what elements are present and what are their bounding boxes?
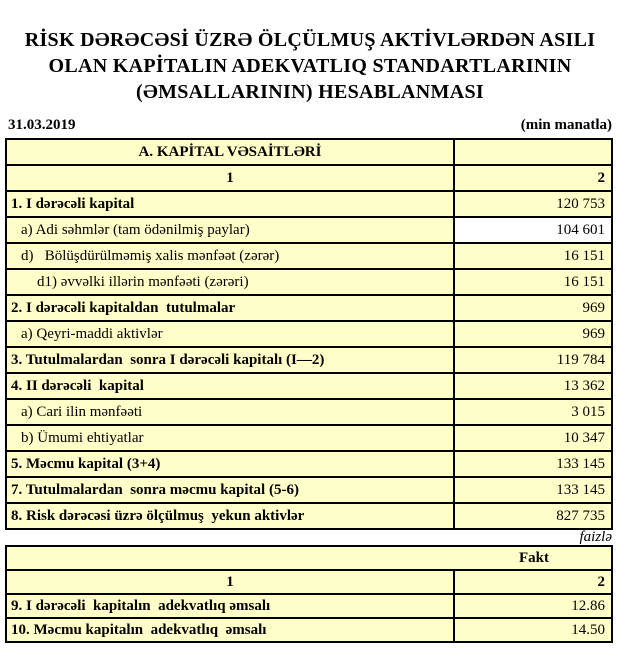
row-label: 7. Tutulmalardan sonra məcmu kapital (5-6) bbox=[7, 478, 455, 502]
table-row bbox=[7, 322, 611, 348]
page-title bbox=[0, 27, 620, 105]
row-value: 969 bbox=[582, 300, 605, 316]
table-row bbox=[7, 452, 611, 478]
fact-header: Fakt bbox=[519, 550, 549, 566]
row-value: 120 753 bbox=[556, 196, 605, 212]
fact-header-cell bbox=[7, 547, 611, 569]
column-number-1: 1 bbox=[7, 571, 455, 593]
table-row bbox=[7, 400, 611, 426]
row-label: 2. I dərəcəli kapitaldan tutulmalar bbox=[7, 296, 455, 320]
row-value: 14.50 bbox=[571, 622, 605, 638]
fact-header-row bbox=[7, 547, 611, 571]
report-date: 31.03.2019 bbox=[8, 117, 76, 133]
row-label: a) Adi səhmlər (tam ödənilmiş paylar) bbox=[7, 218, 455, 242]
percent-note: faizlə bbox=[579, 529, 612, 545]
row-value: 133 145 bbox=[556, 456, 605, 472]
table-row bbox=[7, 192, 611, 218]
table-section-header-row bbox=[7, 140, 611, 166]
row-value: 119 784 bbox=[556, 352, 605, 368]
units-label: (min manatla) bbox=[520, 117, 612, 133]
row-value: 16 151 bbox=[563, 274, 605, 290]
row-label: b) Ümumi ehtiyatlar bbox=[7, 426, 455, 450]
column-number-row bbox=[7, 571, 611, 595]
capital-table bbox=[5, 138, 613, 530]
table-row bbox=[7, 619, 611, 641]
row-value: 10 347 bbox=[563, 430, 605, 446]
page-title-line2: OLAN KAPİTALIN ADEKVATLIQ STANDARTLARININ bbox=[48, 55, 572, 77]
meta-row bbox=[8, 117, 612, 133]
row-value: 969 bbox=[582, 326, 605, 342]
table-row bbox=[7, 426, 611, 452]
table-row bbox=[7, 504, 611, 528]
row-value-highlighted: 104 601 bbox=[455, 218, 611, 242]
row-label: d1) əvvəlki illərin mənfəəti (zərəri) bbox=[7, 270, 455, 294]
table-row bbox=[7, 348, 611, 374]
row-value: 3 015 bbox=[571, 404, 605, 420]
row-label: 3. Tutulmalardan sonra I dərəcəli kapitalı (I—2) bbox=[7, 348, 455, 372]
column-number-2: 2 bbox=[597, 574, 605, 590]
row-label: 9. I dərəcəli kapitalın adekvatlıq əmsalı bbox=[7, 595, 455, 617]
table-row bbox=[7, 478, 611, 504]
row-label: d) Bölüşdürülməmiş xalis mənfəət (zərər) bbox=[7, 244, 455, 268]
row-value: 13 362 bbox=[563, 378, 605, 394]
row-label: a) Qeyri-maddi aktivlər bbox=[7, 322, 455, 346]
section-header: A. KAPİTAL VƏSAİTLƏRİ bbox=[7, 140, 455, 164]
column-number-row bbox=[7, 166, 611, 192]
table-row bbox=[7, 595, 611, 619]
table-row bbox=[7, 218, 611, 244]
row-label: 5. Məcmu kapital (3+4) bbox=[7, 452, 455, 476]
table-row bbox=[7, 296, 611, 322]
row-value: 827 735 bbox=[556, 508, 605, 524]
column-number-1: 1 bbox=[7, 166, 455, 190]
section-header-empty-cell bbox=[455, 140, 611, 164]
row-label: a) Cari ilin mənfəəti bbox=[7, 400, 455, 424]
table-row bbox=[7, 244, 611, 270]
row-label: 10. Məcmu kapitalın adekvatlıq əmsalı bbox=[7, 619, 455, 641]
row-value: 133 145 bbox=[556, 482, 605, 498]
column-number-2: 2 bbox=[597, 170, 605, 186]
page-title-line1: RİSK DƏRƏCƏSİ ÜZRƏ ÖLÇÜLMUŞ AKTİVLƏRDƏN ASILI bbox=[24, 29, 596, 51]
row-label: 4. II dərəcəli kapital bbox=[7, 374, 455, 398]
page-title-line3: (ƏMSALLARININ) HESABLANMASI bbox=[136, 81, 484, 103]
row-label: 1. I dərəcəli kapital bbox=[7, 192, 455, 216]
row-label: 8. Risk dərəcəsi üzrə ölçülmuş yekun aktivlər bbox=[7, 504, 455, 528]
table-row bbox=[7, 270, 611, 296]
adequacy-table bbox=[5, 545, 613, 643]
table-row bbox=[7, 374, 611, 400]
row-value: 12.86 bbox=[571, 598, 605, 614]
row-value: 16 151 bbox=[563, 248, 605, 264]
